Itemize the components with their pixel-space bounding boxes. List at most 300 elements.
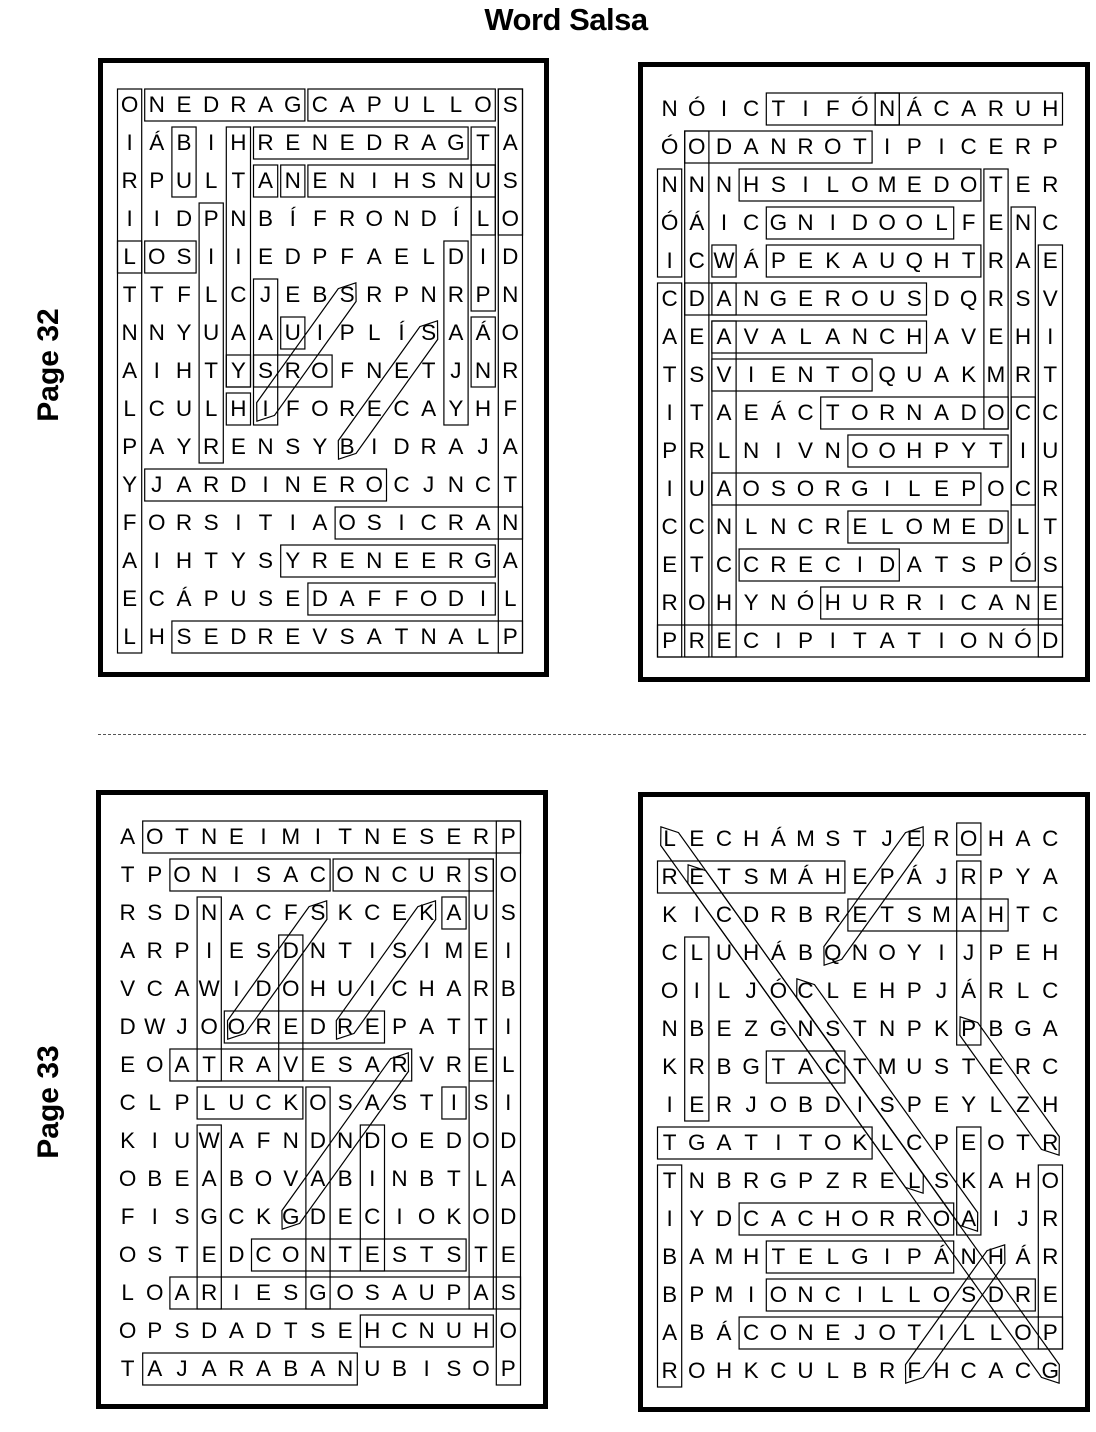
grid-letter: V bbox=[716, 361, 732, 387]
grid-letter: I bbox=[206, 937, 213, 963]
grid-letter: E bbox=[716, 627, 732, 653]
grid-letter: N bbox=[257, 433, 274, 459]
grid-letter: A bbox=[256, 1355, 272, 1381]
grid-letter: R bbox=[175, 509, 193, 535]
grid-letter: R bbox=[824, 475, 841, 501]
grid-letter: K bbox=[743, 1357, 759, 1383]
grid-letter: F bbox=[340, 357, 354, 383]
grid-letter: S bbox=[258, 547, 274, 573]
grid-letter: A bbox=[716, 323, 732, 349]
grid-letter: E bbox=[337, 1317, 353, 1343]
grid-letter: A bbox=[122, 357, 138, 383]
grid-letter: S bbox=[310, 1317, 326, 1343]
found-word-box bbox=[739, 549, 899, 581]
grid-letter: U bbox=[418, 861, 435, 887]
grid-letter: B bbox=[147, 1165, 163, 1191]
grid-letter: I bbox=[666, 399, 673, 425]
grid-letter: N bbox=[851, 939, 869, 965]
grid-letter: A bbox=[312, 509, 328, 535]
grid-letter: P bbox=[147, 1317, 163, 1343]
grid-letter: I bbox=[260, 823, 267, 849]
grid-letter: A bbox=[1015, 825, 1031, 851]
grid-letter: T bbox=[258, 509, 273, 535]
grid-letter: L bbox=[880, 513, 894, 539]
grid-letter: L bbox=[989, 1091, 1003, 1117]
grid-letter: E bbox=[228, 937, 244, 963]
grid-letter: N bbox=[364, 861, 381, 887]
grid-letter: C bbox=[1042, 399, 1059, 425]
grid-letter: R bbox=[987, 285, 1004, 311]
grid-letter: D bbox=[933, 285, 950, 311]
grid-letter: N bbox=[336, 1127, 354, 1153]
grid-letter: R bbox=[502, 357, 519, 383]
grid-letter: K bbox=[961, 1167, 977, 1193]
grid-letter: C bbox=[797, 399, 814, 425]
grid-letter: L bbox=[717, 977, 731, 1003]
grid-letter: A bbox=[446, 899, 462, 925]
grid-letter: D bbox=[255, 1317, 272, 1343]
grid-letter: O bbox=[688, 1357, 706, 1383]
found-word-box bbox=[848, 435, 1008, 467]
grid-letter: R bbox=[201, 1279, 218, 1305]
grid-letter: Ó bbox=[851, 95, 869, 121]
grid-letter: D bbox=[309, 1127, 327, 1153]
grid-letter: B bbox=[852, 1357, 868, 1383]
grid-letter: A bbox=[879, 627, 895, 653]
grid-letter: D bbox=[715, 133, 733, 159]
grid-letter: I bbox=[505, 1089, 512, 1115]
grid-letter: R bbox=[960, 863, 977, 889]
grid-letter: H bbox=[715, 1357, 733, 1383]
grid-letter: N bbox=[688, 171, 705, 197]
grid-letter: H bbox=[148, 623, 165, 649]
grid-letter: O bbox=[501, 319, 519, 345]
grid-letter: I bbox=[235, 243, 242, 269]
grid-letter: S bbox=[502, 91, 518, 117]
grid-letter: L bbox=[204, 167, 218, 193]
grid-letter: O bbox=[472, 1355, 490, 1381]
grid-letter: S bbox=[421, 319, 437, 345]
grid-letter: L bbox=[123, 243, 136, 269]
grid-letter: R bbox=[878, 589, 896, 615]
grid-letter: A bbox=[448, 623, 464, 649]
grid-letter: R bbox=[391, 1051, 408, 1077]
grid-letter: M bbox=[714, 1243, 734, 1269]
grid-letter: R bbox=[1042, 1243, 1059, 1269]
answer-overlay bbox=[114, 818, 522, 1388]
grid-letter: T bbox=[120, 1355, 135, 1381]
found-word-box bbox=[739, 1317, 1062, 1349]
grid-letter: A bbox=[174, 975, 190, 1001]
grid-letter: T bbox=[338, 1241, 352, 1267]
grid-letter: O bbox=[417, 1203, 436, 1229]
grid-letter: L bbox=[1016, 977, 1030, 1003]
found-word-box bbox=[739, 169, 981, 201]
grid-letter: H bbox=[824, 863, 841, 889]
grid-letter: O bbox=[390, 1127, 409, 1153]
grid-letter: M bbox=[444, 937, 464, 963]
grid-letter: P bbox=[312, 243, 328, 269]
grid-letter: L bbox=[422, 243, 435, 269]
found-word-box bbox=[197, 1125, 221, 1309]
grid-letter: O bbox=[499, 861, 517, 887]
grid-letter: S bbox=[256, 937, 272, 963]
grid-letter: B bbox=[798, 1091, 814, 1117]
grid-letter: E bbox=[203, 623, 219, 649]
grid-letter: N bbox=[743, 437, 760, 463]
grid-letter: R bbox=[715, 1091, 733, 1117]
grid-letter: S bbox=[961, 1281, 977, 1307]
grid-letter: S bbox=[256, 861, 272, 887]
grid-letter: F bbox=[285, 395, 300, 421]
found-word-box bbox=[712, 321, 927, 353]
grid-letter: L bbox=[368, 319, 381, 345]
grid-letter: I bbox=[153, 547, 160, 573]
grid-letter: E bbox=[174, 1165, 190, 1191]
grid-letter: H bbox=[987, 1243, 1004, 1269]
grid-letter: I bbox=[479, 243, 487, 269]
grid-letter: M bbox=[877, 1053, 897, 1079]
grid-letter: K bbox=[446, 1203, 462, 1229]
grid-letter: E bbox=[1042, 247, 1058, 273]
grid-letter: N bbox=[391, 1165, 408, 1191]
grid-letter: C bbox=[420, 509, 437, 535]
grid-letter: I bbox=[450, 1089, 457, 1115]
grid-letter: U bbox=[173, 1127, 191, 1153]
grid-letter: R bbox=[688, 437, 705, 463]
grid-letter: P bbox=[1042, 1319, 1058, 1345]
grid-letter: A bbox=[228, 899, 244, 925]
grid-letter: R bbox=[824, 513, 841, 539]
grid-letter: T bbox=[204, 547, 219, 573]
grid-letter: A bbox=[961, 95, 977, 121]
grid-letter: P bbox=[798, 1167, 814, 1193]
grid-letter: P bbox=[500, 1355, 516, 1381]
grid-letter: C bbox=[119, 1089, 136, 1115]
grid-letter: F bbox=[907, 1357, 922, 1383]
grid-letter: V bbox=[312, 623, 328, 649]
grid-letter: S bbox=[825, 825, 841, 851]
grid-letter: S bbox=[933, 1167, 949, 1193]
grid-letter: B bbox=[312, 281, 328, 307]
grid-letter: N bbox=[661, 1015, 678, 1041]
grid-letter: C bbox=[1042, 977, 1059, 1003]
grid-letter: T bbox=[771, 1243, 786, 1269]
found-word-box bbox=[766, 207, 953, 239]
grid-letter: I bbox=[1047, 323, 1054, 349]
grid-letter: L bbox=[476, 623, 490, 649]
grid-letter: I bbox=[369, 1165, 376, 1191]
grid-letter: S bbox=[174, 1317, 190, 1343]
found-word-box bbox=[254, 165, 278, 197]
grid-letter: H bbox=[987, 901, 1004, 927]
grid-letter: D bbox=[824, 1091, 841, 1117]
grid-letter: S bbox=[147, 1241, 163, 1267]
grid-letter: L bbox=[962, 1319, 975, 1345]
grid-letter: N bbox=[366, 357, 383, 383]
found-word-diagonal bbox=[228, 901, 327, 1039]
grid-letter: P bbox=[475, 281, 491, 307]
grid-letter: U bbox=[418, 1279, 435, 1305]
grid-letter: E bbox=[285, 129, 301, 155]
grid-letter: Á bbox=[906, 863, 922, 889]
grid-letter: A bbox=[201, 1165, 217, 1191]
grid-letter: E bbox=[716, 1015, 732, 1041]
grid-letter: C bbox=[364, 1203, 381, 1229]
grid-letter: E bbox=[852, 863, 868, 889]
grid-letter: B bbox=[500, 975, 516, 1001]
grid-letter: A bbox=[149, 433, 165, 459]
grid-letter: I bbox=[938, 1319, 945, 1345]
grid-letter: U bbox=[336, 975, 354, 1001]
grid-letter: R bbox=[228, 1051, 245, 1077]
grid-letter: H bbox=[230, 129, 247, 155]
grid-letter: E bbox=[852, 513, 868, 539]
grid-letter: G bbox=[1041, 1357, 1059, 1383]
grid-letter: I bbox=[829, 209, 836, 235]
grid-letter: E bbox=[933, 475, 949, 501]
grid-letter: T bbox=[338, 937, 352, 963]
grid-letter: F bbox=[256, 1127, 271, 1153]
grid-letter: A bbox=[256, 1051, 272, 1077]
grid-letter: H bbox=[1014, 323, 1032, 349]
grid-letter: T bbox=[474, 1241, 488, 1267]
grid-letter: S bbox=[879, 1091, 895, 1117]
grid-letter: C bbox=[743, 1319, 760, 1345]
grid-letter: U bbox=[851, 589, 869, 615]
grid-letter: K bbox=[933, 1015, 949, 1041]
grid-letter: V bbox=[1042, 285, 1058, 311]
grid-letter: O bbox=[365, 471, 384, 497]
found-word-box bbox=[444, 241, 468, 425]
grid-letter: I bbox=[479, 585, 487, 611]
grid-letter: V bbox=[743, 323, 759, 349]
grid-letter: S bbox=[339, 281, 355, 307]
grid-letter: E bbox=[879, 1167, 895, 1193]
grid-letter: O bbox=[1014, 1319, 1032, 1345]
grid-letter: C bbox=[255, 1089, 272, 1115]
grid-letter: A bbox=[906, 551, 922, 577]
found-word-diagonal bbox=[257, 283, 356, 421]
grid-letter: A bbox=[230, 319, 246, 345]
grid-letter: Á bbox=[1015, 1243, 1031, 1269]
grid-letter: A bbox=[448, 319, 464, 345]
found-word-box bbox=[496, 821, 520, 1385]
grid-letter: N bbox=[1014, 589, 1032, 615]
grid-letter: R bbox=[447, 281, 464, 307]
grid-letter: T bbox=[202, 1051, 217, 1077]
grid-letter: Ó bbox=[660, 133, 679, 159]
grid-letter: M bbox=[932, 901, 951, 927]
grid-letter: O bbox=[173, 861, 191, 887]
grid-letter: T bbox=[394, 623, 409, 649]
grid-letter: S bbox=[391, 937, 407, 963]
grid-letter: T bbox=[853, 825, 867, 851]
grid-letter: E bbox=[798, 1243, 814, 1269]
grid-letter: T bbox=[988, 437, 1003, 463]
grid-letter: E bbox=[201, 1241, 217, 1267]
grid-letter: R bbox=[878, 399, 896, 425]
grid-letter: B bbox=[798, 939, 814, 965]
grid-letter: J bbox=[745, 977, 757, 1003]
grid-letter: H bbox=[933, 247, 950, 273]
grid-letter: C bbox=[391, 975, 408, 1001]
found-word-box bbox=[471, 317, 495, 387]
grid-letter: C bbox=[960, 133, 977, 159]
grid-letter: R bbox=[770, 551, 787, 577]
grid-letter: Q bbox=[823, 939, 842, 965]
grid-letter: T bbox=[853, 1053, 867, 1079]
grid-letter: R bbox=[1042, 1129, 1059, 1155]
grid-letter: P bbox=[988, 939, 1004, 965]
grid-letter: H bbox=[824, 1205, 841, 1231]
grid-letter: D bbox=[878, 551, 896, 577]
grid-letter: O bbox=[878, 939, 896, 965]
grid-letter: R bbox=[447, 509, 464, 535]
grid-letter: R bbox=[797, 133, 814, 159]
grid-letter: N bbox=[284, 167, 301, 193]
grid-letter: O bbox=[878, 437, 896, 463]
grid-letter: I bbox=[666, 1091, 673, 1117]
grid-letter: E bbox=[393, 357, 409, 383]
grid-letter: S bbox=[906, 285, 922, 311]
found-word-box bbox=[875, 93, 899, 125]
found-word-box bbox=[254, 127, 469, 159]
grid-letter: S bbox=[421, 167, 437, 193]
grid-letter: I bbox=[938, 133, 945, 159]
grid-letter: C bbox=[715, 551, 733, 577]
grid-letter: O bbox=[281, 975, 300, 1001]
grid-letter: N bbox=[770, 133, 787, 159]
grid-letter: K bbox=[419, 899, 435, 925]
grid-letter: S bbox=[339, 623, 355, 649]
grid-letter: N bbox=[824, 437, 841, 463]
grid-letter: I bbox=[748, 361, 755, 387]
grid-letter: E bbox=[364, 1013, 380, 1039]
grid-letter: R bbox=[203, 471, 220, 497]
grid-letter: E bbox=[366, 395, 382, 421]
grid-letter: S bbox=[1042, 551, 1058, 577]
grid-letter: H bbox=[1042, 95, 1059, 121]
grid-letter: A bbox=[174, 1051, 190, 1077]
grid-letter: N bbox=[148, 91, 165, 117]
grid-letter: D bbox=[311, 585, 329, 611]
grid-letter: I bbox=[233, 861, 240, 887]
grid-letter: K bbox=[852, 1129, 868, 1155]
grid-letter: P bbox=[798, 627, 814, 653]
grid-letter: O bbox=[823, 133, 842, 159]
grid-letter: T bbox=[825, 399, 840, 425]
grid-letter: I bbox=[396, 1203, 403, 1229]
grid-letter: U bbox=[878, 247, 896, 273]
found-word-box bbox=[254, 355, 333, 387]
grid-letter: T bbox=[1043, 361, 1058, 387]
grid-letter: T bbox=[853, 133, 867, 159]
grid-letter: S bbox=[473, 1089, 489, 1115]
grid-letter: N bbox=[960, 1243, 977, 1269]
grid-letter: O bbox=[688, 133, 706, 159]
found-word-box bbox=[498, 89, 522, 653]
grid-letter: S bbox=[825, 1015, 841, 1041]
grid-letter: W bbox=[198, 1127, 220, 1153]
grid-letter: R bbox=[824, 901, 841, 927]
grid-letter: N bbox=[770, 589, 787, 615]
grid-letter: N bbox=[797, 1015, 814, 1041]
grid-letter: T bbox=[880, 901, 894, 927]
grid-letter: O bbox=[254, 1165, 273, 1191]
grid-letter: J bbox=[176, 1013, 188, 1039]
grid-letter: I bbox=[693, 977, 700, 1003]
grid-letter: F bbox=[394, 585, 409, 611]
grid-letter: A bbox=[988, 589, 1004, 615]
found-word-box bbox=[281, 317, 305, 349]
grid-letter: C bbox=[743, 1205, 760, 1231]
grid-letter: Y bbox=[176, 433, 192, 459]
grid-letter: R bbox=[987, 247, 1004, 273]
grid-letter: G bbox=[851, 1243, 869, 1269]
grid-letter: Á bbox=[770, 825, 786, 851]
grid-letter: O bbox=[905, 209, 924, 235]
grid-letter: U bbox=[393, 91, 410, 117]
grid-letter: C bbox=[391, 861, 408, 887]
grid-letter: C bbox=[255, 1241, 272, 1267]
found-word-box bbox=[226, 393, 250, 425]
grid-letter: I bbox=[233, 1279, 240, 1305]
grid-letter: I bbox=[126, 205, 133, 231]
found-word-box bbox=[118, 89, 142, 273]
grid-letter: J bbox=[151, 471, 163, 497]
grid-letter: N bbox=[336, 1355, 354, 1381]
grid-letter: G bbox=[769, 1015, 788, 1041]
grid-letter: D bbox=[309, 1013, 327, 1039]
grid-letter: G bbox=[769, 1167, 788, 1193]
grid-letter: C bbox=[228, 1203, 245, 1229]
grid-letter: P bbox=[174, 937, 190, 963]
grid-letter: T bbox=[853, 1015, 867, 1041]
grid-letter: O bbox=[823, 1129, 842, 1155]
grid-letter: N bbox=[447, 471, 464, 497]
grid-letter: P bbox=[393, 281, 409, 307]
found-word-box bbox=[224, 1011, 384, 1043]
grid-letter: O bbox=[688, 589, 706, 615]
grid-letter: C bbox=[1014, 399, 1032, 425]
found-word-box bbox=[471, 165, 495, 311]
grid-letter: N bbox=[743, 285, 760, 311]
grid-letter: C bbox=[797, 513, 814, 539]
grid-letter: U bbox=[203, 319, 220, 345]
found-word-box bbox=[712, 321, 736, 657]
grid-letter: H bbox=[743, 1243, 760, 1269]
grid-letter: O bbox=[959, 171, 978, 197]
grid-letter: L bbox=[474, 1165, 488, 1191]
grid-letter: R bbox=[1042, 171, 1059, 197]
grid-letter: O bbox=[118, 1317, 137, 1343]
grid-letter: D bbox=[282, 937, 299, 963]
grid-letter: I bbox=[693, 901, 700, 927]
grid-letter: I bbox=[802, 95, 809, 121]
grid-letter: Y bbox=[961, 437, 977, 463]
grid-letter: T bbox=[961, 247, 976, 273]
grid-letter: A bbox=[743, 133, 759, 159]
found-word-box bbox=[685, 283, 927, 315]
grid-letter: O bbox=[148, 243, 166, 269]
grid-letter: A bbox=[419, 1013, 435, 1039]
grid-letter: H bbox=[472, 1317, 490, 1343]
grid-letter: J bbox=[423, 471, 435, 497]
grid-letter: E bbox=[933, 1091, 949, 1117]
grid-letter: H bbox=[175, 547, 193, 573]
grid-letter: R bbox=[255, 1013, 272, 1039]
